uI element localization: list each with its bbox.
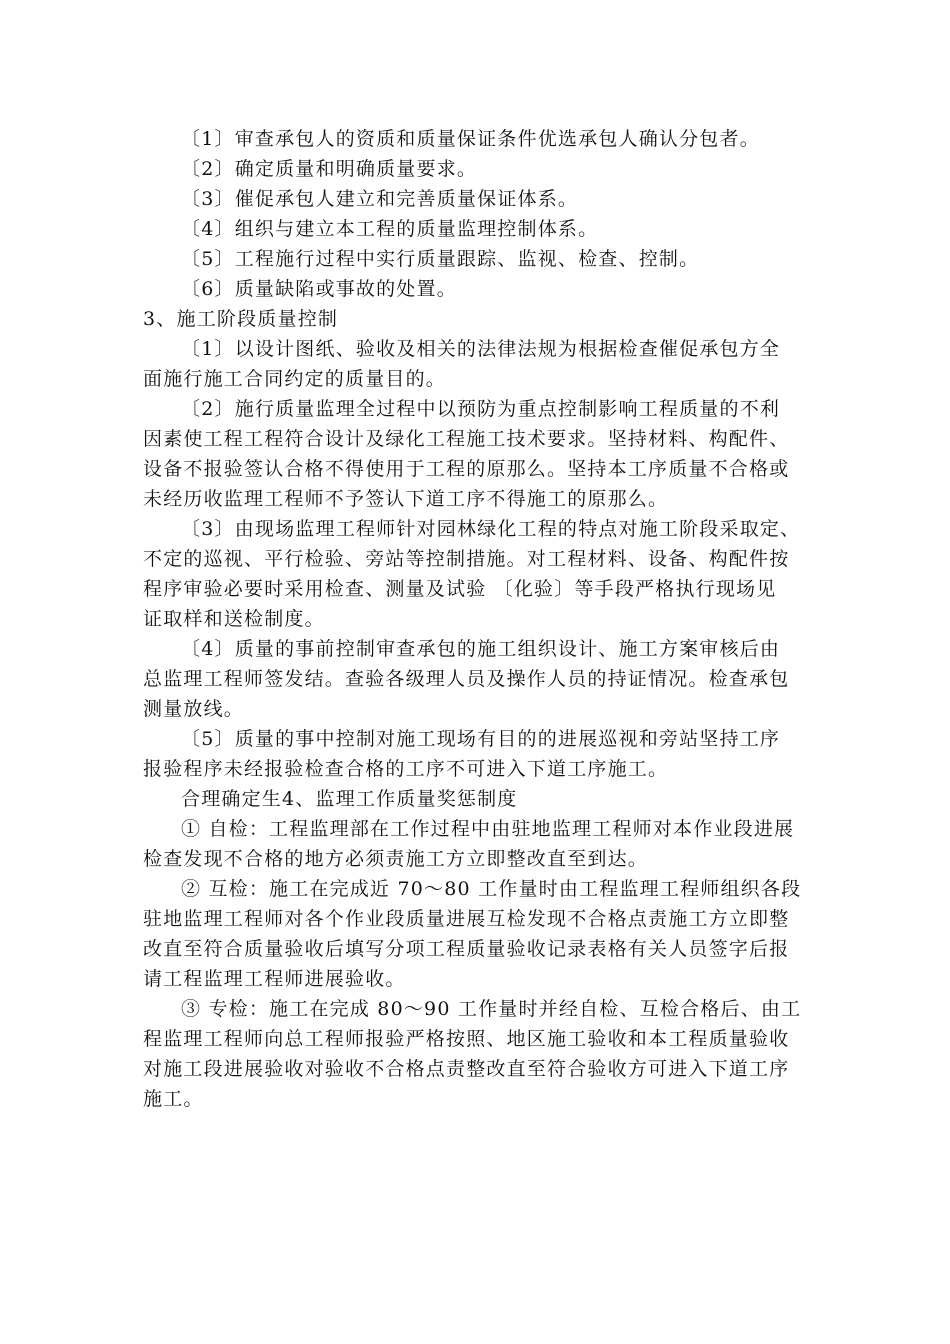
text-line: ② 互检：施工在完成近 70～80 工作量时由工程监理工程师组织各段 — [181, 878, 802, 900]
text-line: 〔4〕组织与建立本工程的质量监理控制体系。 — [181, 218, 599, 240]
text-line: 未经历收监理工程师不予签认下道工序不得施工的原那么。 — [143, 488, 669, 510]
text-line: 报验程序未经报验检查合格的工序不可进入下道工序施工。 — [143, 758, 669, 780]
text-line: 合理确定生4、监理工作质量奖惩制度 — [181, 788, 518, 810]
text-line: 〔1〕审查承包人的资质和质量保证条件优选承包人确认分包者。 — [181, 128, 760, 150]
text-line: 检查发现不合格的地方必须责施工方立即整改直至到达。 — [143, 848, 649, 870]
text-line: 3、施工阶段质量控制 — [143, 308, 339, 330]
text-line: 〔5〕质量的事中控制对施工现场有目的的进展巡视和旁站坚持工序 — [181, 728, 781, 750]
text-line: 测量放线。 — [143, 698, 245, 720]
text-line: ① 自检：工程监理部在工作过程中由驻地监理工程师对本作业段进展 — [181, 818, 795, 840]
text-line: 驻地监理工程师对各个作业段质量进展互检发现不合格点责施工方立即整 — [143, 908, 790, 930]
text-line: 〔2〕施行质量监理全过程中以预防为重点控制影响工程质量的不利 — [181, 398, 781, 420]
text-line: 证取样和送检制度。 — [143, 608, 325, 630]
text-line: 对施工段进展验收对验收不合格点责整改直至符合验收方可进入下道工序 — [143, 1058, 790, 1080]
text-line: 改直至符合质量验收后填写分项工程质量验收记录表格有关人员签字后报 — [143, 938, 790, 960]
text-line: 总监理工程师签发结。查验各级理人员及操作人员的持证情况。检查承包 — [143, 668, 790, 690]
document-body — [143, 124, 809, 1114]
text-line: ③ 专检：施工在完成 80～90 工作量时并经自检、互检合格后、由工 — [181, 998, 802, 1020]
text-line: 〔4〕质量的事前控制审查承包的施工组织设计、施工方案审核后由 — [181, 638, 781, 660]
text-line: 因素使工程工程符合设计及绿化工程施工技术要求。坚持材料、构配件、 — [143, 428, 790, 450]
text-line: 〔6〕质量缺陷或事故的处置。 — [181, 278, 457, 300]
text-line: 程序审验必要时采用检查、测量及试验 〔化验〕等手段严格执行现场见 — [143, 578, 777, 600]
text-line: 〔3〕催促承包人建立和完善质量保证体系。 — [181, 188, 579, 210]
text-line: 请工程监理工程师进展验收。 — [143, 968, 406, 990]
text-line: 〔2〕确定质量和明确质量要求。 — [181, 158, 478, 180]
text-line: 〔3〕由现场监理工程师针对园林绿化工程的特点对施工阶段采取定、 — [181, 518, 801, 540]
text-line: 设备不报验签认合格不得使用于工程的原那么。坚持本工序质量不合格或 — [143, 458, 790, 480]
text-line: 面施行施工合同约定的质量目的。 — [143, 368, 447, 390]
text-line: 〔5〕工程施行过程中实行质量跟踪、监视、检查、控制。 — [181, 248, 700, 270]
text-line: 不定的巡视、平行检验、旁站等控制措施。对工程材料、设备、构配件按 — [143, 548, 790, 570]
text-line: 程监理工程师向总工程师报验严格按照、地区施工验收和本工程质量验收 — [143, 1028, 790, 1050]
text-line: 〔1〕以设计图纸、验收及相关的法律法规为根据检查催促承包方全 — [181, 338, 781, 360]
text-line: 施工。 — [143, 1088, 204, 1110]
